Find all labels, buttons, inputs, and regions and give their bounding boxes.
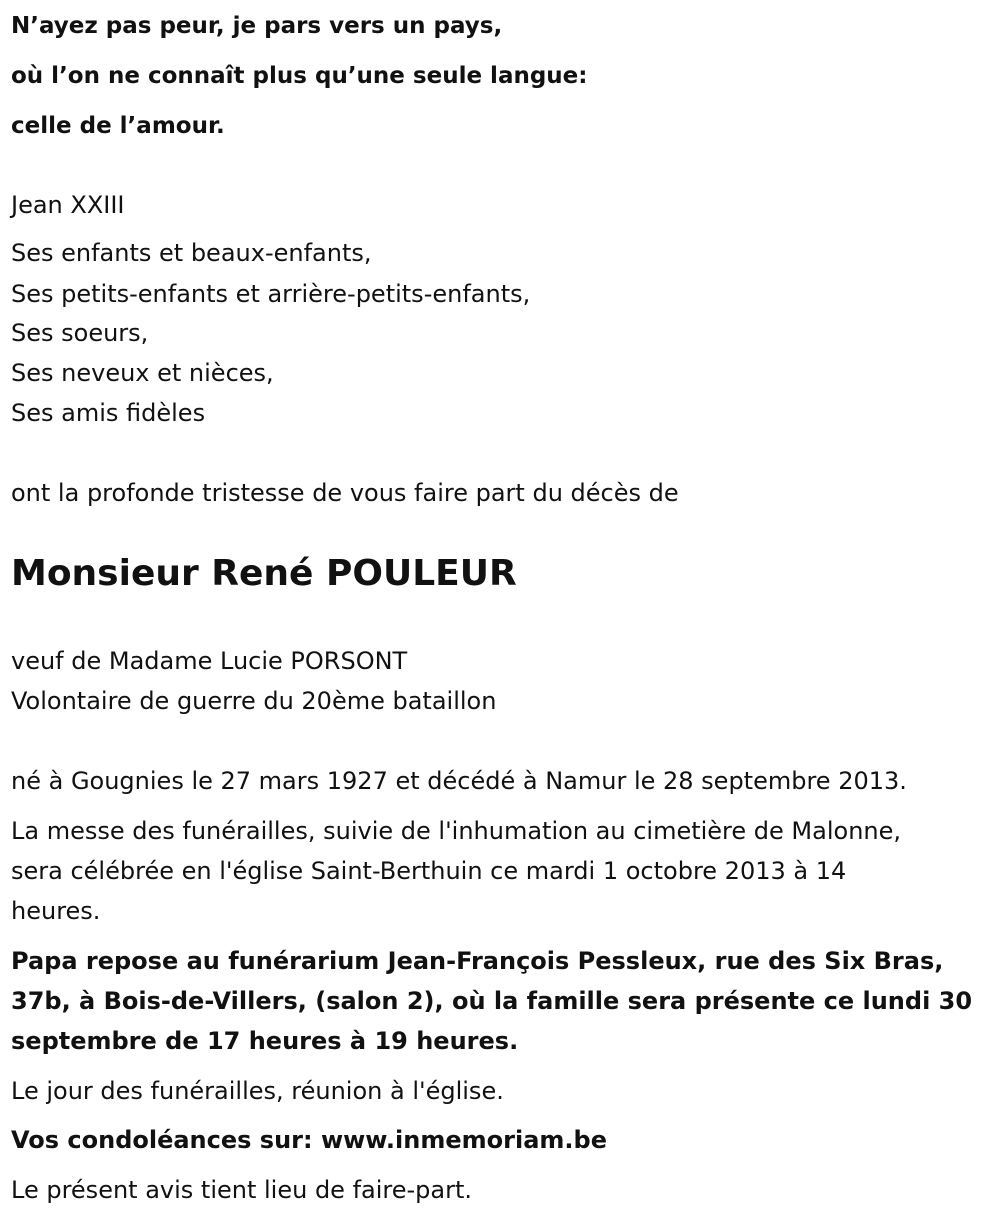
quote-line: celle de l’amour.	[11, 113, 225, 139]
funeral-mass-line: heures.	[11, 897, 101, 925]
meeting-line: Le jour des funérailles, réunion à l'église.	[11, 1077, 504, 1105]
visitation-line: Papa repose au funérarium Jean-François Pessleux, rue des Six Bras,	[11, 947, 944, 975]
deceased-detail: Volontaire de guerre du 20ème bataillon	[11, 687, 497, 715]
family-member-line: Ses petits-enfants et arrière-petits-enfants,	[11, 280, 531, 308]
quote-author: Jean XXIII	[11, 191, 125, 219]
funeral-mass-line: La messe des funérailles, suivie de l'inhumation au cimetière de Malonne,	[11, 817, 902, 845]
deceased-name: Monsieur René POULEUR	[11, 553, 517, 594]
death-announcement: ont la profonde tristesse de vous faire part du décès de	[11, 479, 679, 507]
visitation-line: septembre de 17 heures à 19 heures.	[11, 1027, 519, 1055]
family-member-line: Ses enfants et beaux-enfants,	[11, 239, 372, 267]
birth-death-line: né à Gougnies le 27 mars 1927 et décédé à Namur le 28 septembre 2013.	[11, 767, 907, 795]
condolences-line: Vos condoléances sur: www.inmemoriam.be	[11, 1126, 607, 1154]
family-member-line: Ses neveux et nièces,	[11, 359, 274, 387]
visitation-line: 37b, à Bois-de-Villers, (salon 2), où la famille sera présente ce lundi 30	[11, 987, 973, 1015]
notice-line: Le présent avis tient lieu de faire-part.	[11, 1176, 473, 1204]
quote-line: N’ayez pas peur, je pars vers un pays,	[11, 13, 503, 39]
quote-line: où l’on ne connaît plus qu’une seule langue:	[11, 63, 588, 89]
funeral-mass-line: sera célébrée en l'église Saint-Berthuin ce mardi 1 octobre 2013 à 14	[11, 857, 847, 885]
deceased-detail: veuf de Madame Lucie PORSONT	[11, 647, 408, 675]
family-member-line: Ses amis fidèles	[11, 399, 206, 427]
family-member-line: Ses soeurs,	[11, 319, 149, 347]
